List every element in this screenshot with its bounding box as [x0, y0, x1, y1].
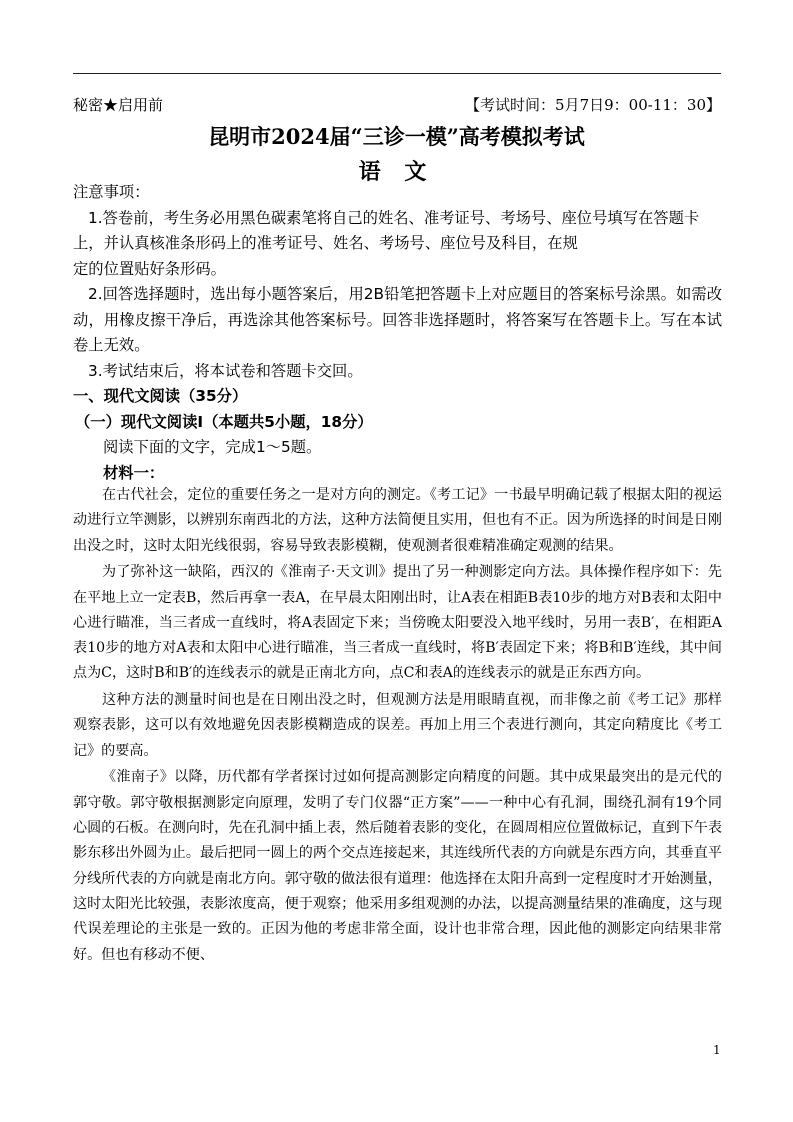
material-label: 材料一：	[103, 463, 165, 482]
note-item-1-line-2: 上，并认真核准条形码上的准考证号、姓名、考场号、座位号及科目，在规	[73, 234, 578, 252]
page-number: 1	[713, 1043, 721, 1057]
passage-paragraph: 为了弥补这一缺陷，西汉的《淮南子·天文训》提出了另一种测影定向方法。具体操作程序如下：先在平地上立一定表B，然后再拿一表A，在早晨太阳刚出时，让A表在相距B表10步的地方对B表和太阳中心进行瞄准，当三者成一直线时，将A表固定下来；当傍晚太阳要没入地平线时，另用一表B′，在相距A表10步的地方对A表和太阳中心进行瞄准，当三者成一直线时，将B′表固定下来；将B和B′连线，其中间点为C，这时B和B′的连线表示的就是正南北方向，点C和表A的连线表示的就是正东西方向。	[73, 564, 722, 682]
exam-time: 【考试时间：5月7日9：00-11：30】	[465, 96, 721, 114]
note-item-1-line-3: 定的位置贴好条形码。	[73, 259, 226, 278]
exam-title: 昆明市2024届“三诊一模”高考模拟考试	[208, 124, 585, 149]
subject-title: 语 文	[358, 159, 435, 185]
notes-section	[73, 180, 722, 486]
passage-paragraph: 《淮南子》以降，历代都有学者探讨过如何提高测影定向精度的问题。其中成果最突出的是元代的郭守敬。郭守敬根据测影定向原理，发明了专门仪器“正方案”——一种中心有孔洞，围绕孔洞有19个同心圆的石板。在测向时，先在孔洞中插上表，然后随着表影的变化，在圆周相应位置做标记，直到下午表影东移出外圆为止。最后把同一圆上的两个交点连接起来，其连线所代表的方向就是东西方向，其垂直平分线所代表的方向就是南北方向。郭守敬的做法很有道理：他选择在太阳升高到一定程度时才开始测量，这时太阳光比较强，表影浓度高，便于观察；他采用多组观测的办法，以提高测量结果的准确度，这与现代误差理论的主张是一致的。正因为他的考虑非常全面，设计也非常合理，因此他的测影定向结果非常好。但也有移动不便、	[73, 769, 722, 963]
header-divider	[73, 73, 721, 74]
section-heading: 一、现代文阅读（35分）	[73, 387, 248, 405]
note-item-2: 2.回答选择题时，选出每小题答案后，用2B铅笔把答题卡上对应题目的答案标号涂黑。如需改动，用橡皮擦干净后，再选涂其他答案标号。回答非选择题时，将答案写在答题卡上。写在本试卷上无效。	[73, 285, 722, 354]
passage-paragraph: 在古代社会，定位的重要任务之一是对方向的测定。《考工记》一书最早明确记载了根据太阳的视运动进行立竿测影，以辨别东南西北的方法，这种方法简便且实用，但也有不正。因为所选择的时间是日刚出没之时，这时太阳光线很弱，容易导致表影模糊，使观测者很难精准确定观测的结果。	[73, 487, 722, 554]
note-item-1-line-1: 1.答卷前，考生务必用黑色碳素笔将自己的姓名、准考证号、考场号、座位号填写在答题卡	[88, 208, 700, 227]
passage-paragraph: 这种方法的测量时间也是在日刚出没之时，但观测方法是用眼睛直视，而非像之前《考工记》那样观察表影，这可以有效地避免因表影模糊造成的误差。再加上用三个表进行测向，其定向精度比《考工记》的要高。	[73, 692, 722, 759]
subsection-heading: （一）现代文阅读Ⅰ（本题共5小题，18分）	[75, 412, 373, 431]
reading-passage	[73, 483, 722, 969]
header-row	[73, 94, 721, 118]
notes-heading: 注意事项：	[73, 183, 150, 201]
note-item-3: 3.考试结束后，将本试卷和答题卡交回。	[88, 361, 363, 380]
reading-instruction: 阅读下面的文字，完成1～5题。	[103, 438, 322, 456]
confidential-label: 秘密★启用前	[73, 96, 164, 114]
